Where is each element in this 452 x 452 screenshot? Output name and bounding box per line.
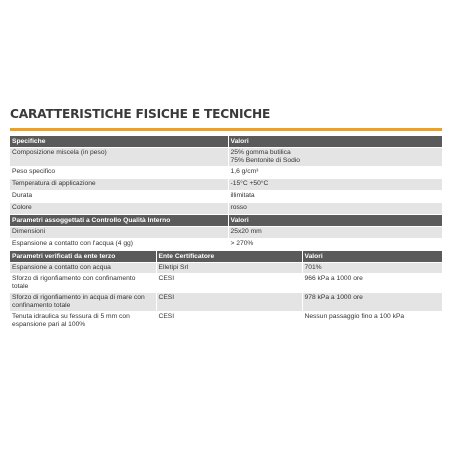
spec-value: rosso: [228, 203, 442, 215]
specs-table: [10, 136, 442, 251]
certifier: Elletipi Srl: [156, 263, 302, 274]
param-value: 25x20 mm: [228, 227, 442, 239]
spec-label: Durata: [10, 191, 228, 203]
spec-label: Temperatura di applicazione: [10, 179, 228, 191]
table-row: [10, 203, 442, 215]
table-row: [10, 239, 442, 251]
technical-sheet: [10, 106, 442, 331]
param-value: 966 kPa a 1000 ore: [302, 274, 442, 293]
header-cell: Ente Certificatore: [156, 251, 302, 263]
param-label: Tenuta idraulica su fessura di 5 mm con espansione pari al 100%: [10, 312, 156, 331]
sheet-title: CARATTERISTICHE FISICHE E TECNICHE: [10, 107, 271, 121]
table-row: [10, 191, 442, 203]
third-party-table-header: [10, 251, 442, 263]
spec-label: Colore: [10, 203, 228, 215]
header-cell: Specifiche: [10, 136, 228, 148]
param-value: Nessun passaggio fino a 100 kPa: [302, 312, 442, 331]
param-label: Espansione a contatto con l'acqua (4 gg): [10, 239, 228, 251]
param-value: 978 kPa a 1000 ore: [302, 293, 442, 312]
table-row: [10, 148, 442, 167]
param-label: Sforzo di rigonfiamento in acqua di mare con confinamento totale: [10, 293, 156, 312]
param-label: Espansione a contatto con acqua: [10, 263, 156, 274]
spec-label: Composizione miscela (in peso): [10, 148, 228, 167]
table-row: [10, 312, 442, 331]
header-cell: Valori: [302, 251, 442, 263]
table-row: [10, 293, 442, 312]
certifier: CESI: [156, 293, 302, 312]
third-party-table: [10, 251, 442, 331]
spec-value: -15°C +50°C: [228, 179, 442, 191]
header-cell: Valori: [228, 215, 442, 227]
table-row: [10, 179, 442, 191]
header-cell: Valori: [228, 136, 442, 148]
spec-value: illimitata: [228, 191, 442, 203]
header-cell: Parametri assoggettati a Controllo Qualità Interno: [10, 215, 228, 227]
spec-value-line: 25% gomma butilica: [230, 149, 291, 156]
quality-table-header: [10, 215, 442, 227]
table-row: [10, 227, 442, 239]
param-label: Sforzo di rigonfiamento con confinamento totale: [10, 274, 156, 293]
param-label: Dimensioni: [10, 227, 228, 239]
specs-table-header: [10, 136, 442, 148]
param-value: > 270%: [228, 239, 442, 251]
spec-value: [228, 148, 442, 167]
table-row: [10, 263, 442, 274]
param-value: 701%: [302, 263, 442, 274]
table-row: [10, 167, 442, 179]
spec-value: 1,6 g/cm³: [228, 167, 442, 179]
spec-value-line: 75% Bentonite di Sodio: [230, 157, 301, 164]
spec-label: Peso specifico: [10, 167, 228, 179]
certifier: CESI: [156, 312, 302, 331]
certifier: CESI: [156, 274, 302, 293]
header-cell: Parametri verificati da ente terzo: [10, 251, 156, 263]
table-row: [10, 274, 442, 293]
